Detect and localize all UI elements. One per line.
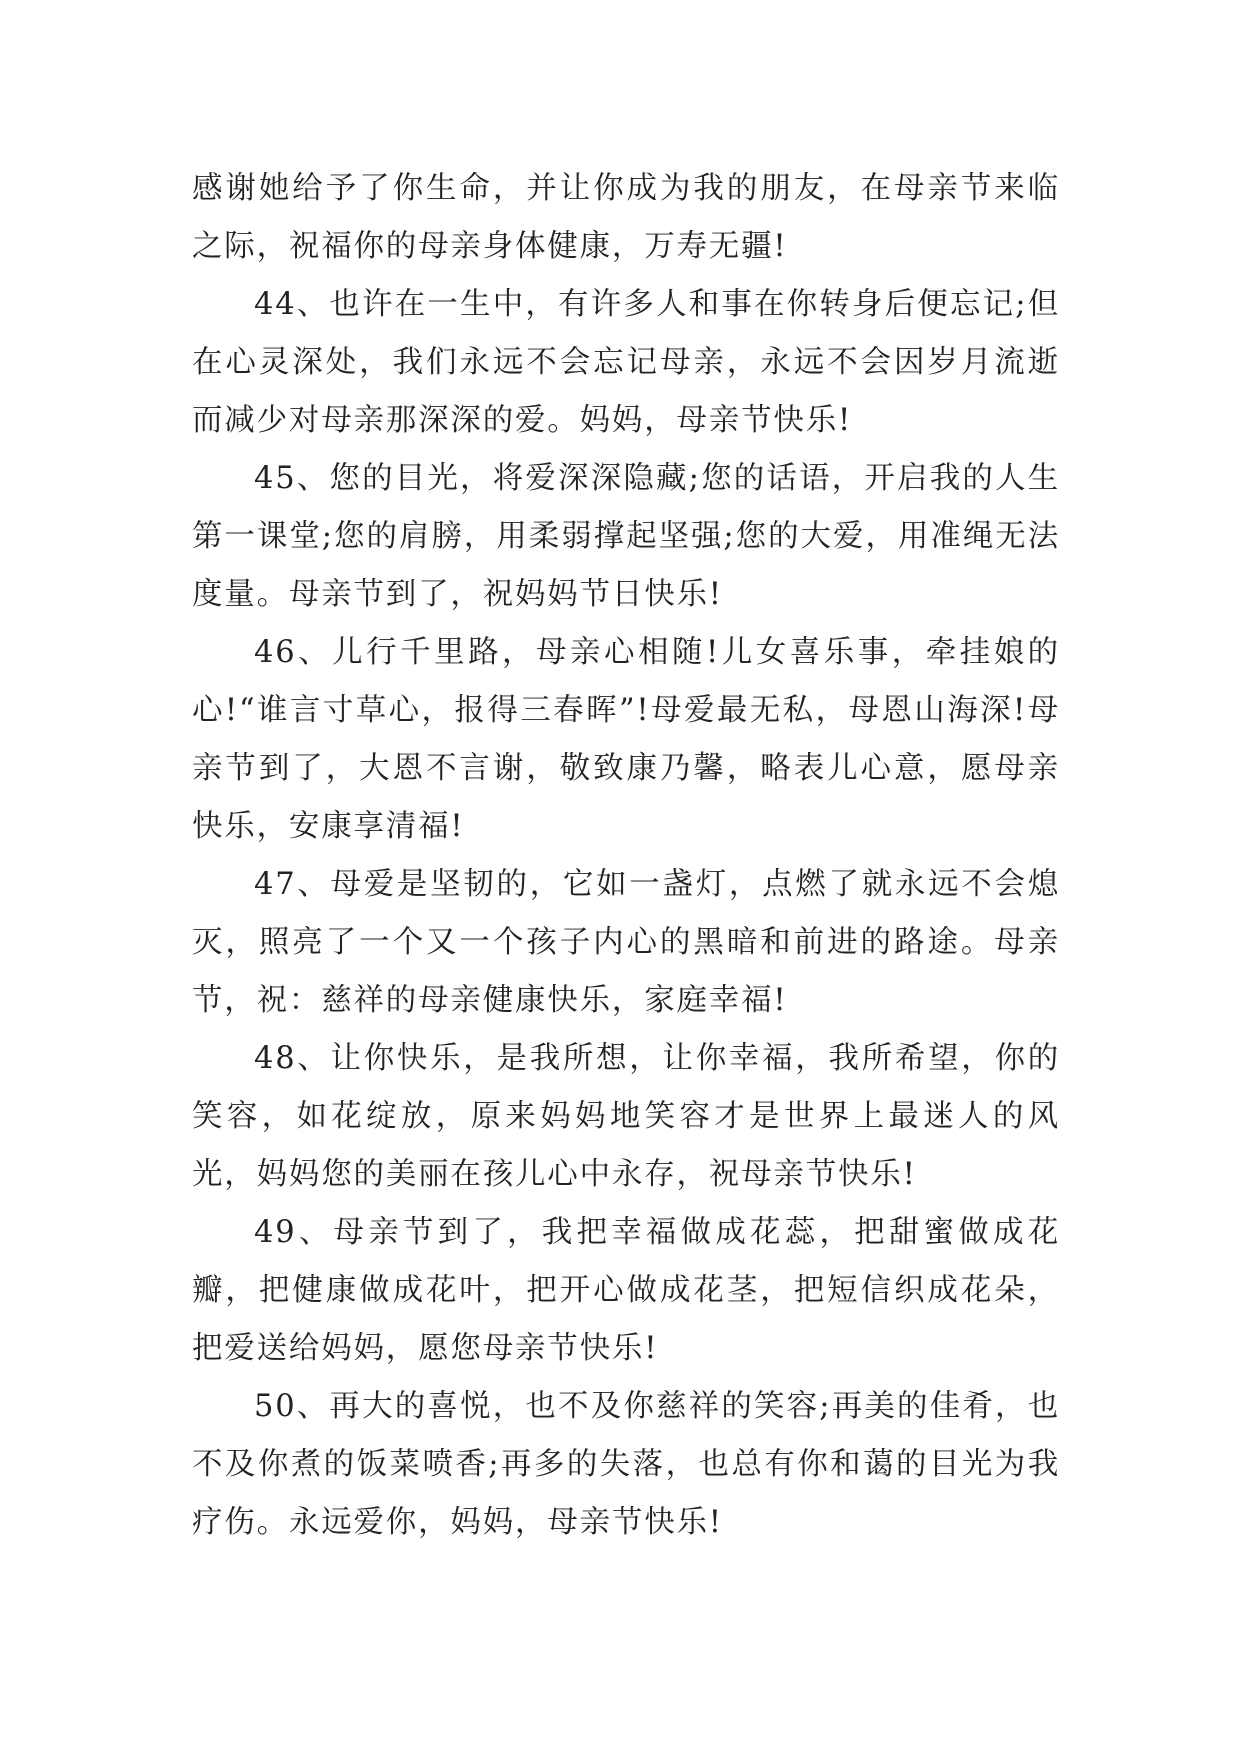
paragraph-50: 50、再大的喜悦，也不及你慈祥的笑容;再美的佳肴，也不及你煮的饭菜喷香;再多的失落，也总有你和蔼的目光为我疗伤。永远爱你，妈妈，母亲节快乐! <box>192 1389 1060 1540</box>
paragraph-49: 49、母亲节到了，我把幸福做成花蕊，把甜蜜做成花瓣，把健康做成花叶，把开心做成花茎，把短信织成花朵，把爱送给妈妈，愿您母亲节快乐! <box>192 1215 1060 1366</box>
document-body <box>192 160 1060 1552</box>
paragraph-48: 48、让你快乐，是我所想，让你幸福，我所希望，你的笑容，如花绽放，原来妈妈地笑容才是世界上最迷人的风光，妈妈您的美丽在孩儿心中永存，祝母亲节快乐! <box>192 1041 1060 1192</box>
paragraph-44: 44、也许在一生中，有许多人和事在你转身后便忘记;但在心灵深处，我们永远不会忘记母亲，永远不会因岁月流逝而减少对母亲那深深的爱。妈妈，母亲节快乐! <box>192 287 1060 438</box>
paragraph-46: 46、儿行千里路，母亲心相随!儿女喜乐事，牵挂娘的心!“谁言寸草心，报得三春晖”!母爱最无私，母恩山海深!母亲节到了，大恩不言谢，敬致康乃馨，略表儿心意，愿母亲快乐，安康享清福! <box>192 635 1060 844</box>
paragraph-45: 45、您的目光，将爱深深隐藏;您的话语，开启我的人生第一课堂;您的肩膀，用柔弱撑起坚强;您的大爱，用准绳无法度量。母亲节到了，祝妈妈节日快乐! <box>192 461 1060 612</box>
paragraph-47: 47、母爱是坚韧的，它如一盏灯，点燃了就永远不会熄灭，照亮了一个又一个孩子内心的黑暗和前进的路途。母亲节，祝：慈祥的母亲健康快乐，家庭幸福! <box>192 867 1060 1018</box>
paragraph-continuation: 感谢她给予了你生命，并让你成为我的朋友，在母亲节来临之际，祝福你的母亲身体健康，万寿无疆! <box>192 171 1060 264</box>
